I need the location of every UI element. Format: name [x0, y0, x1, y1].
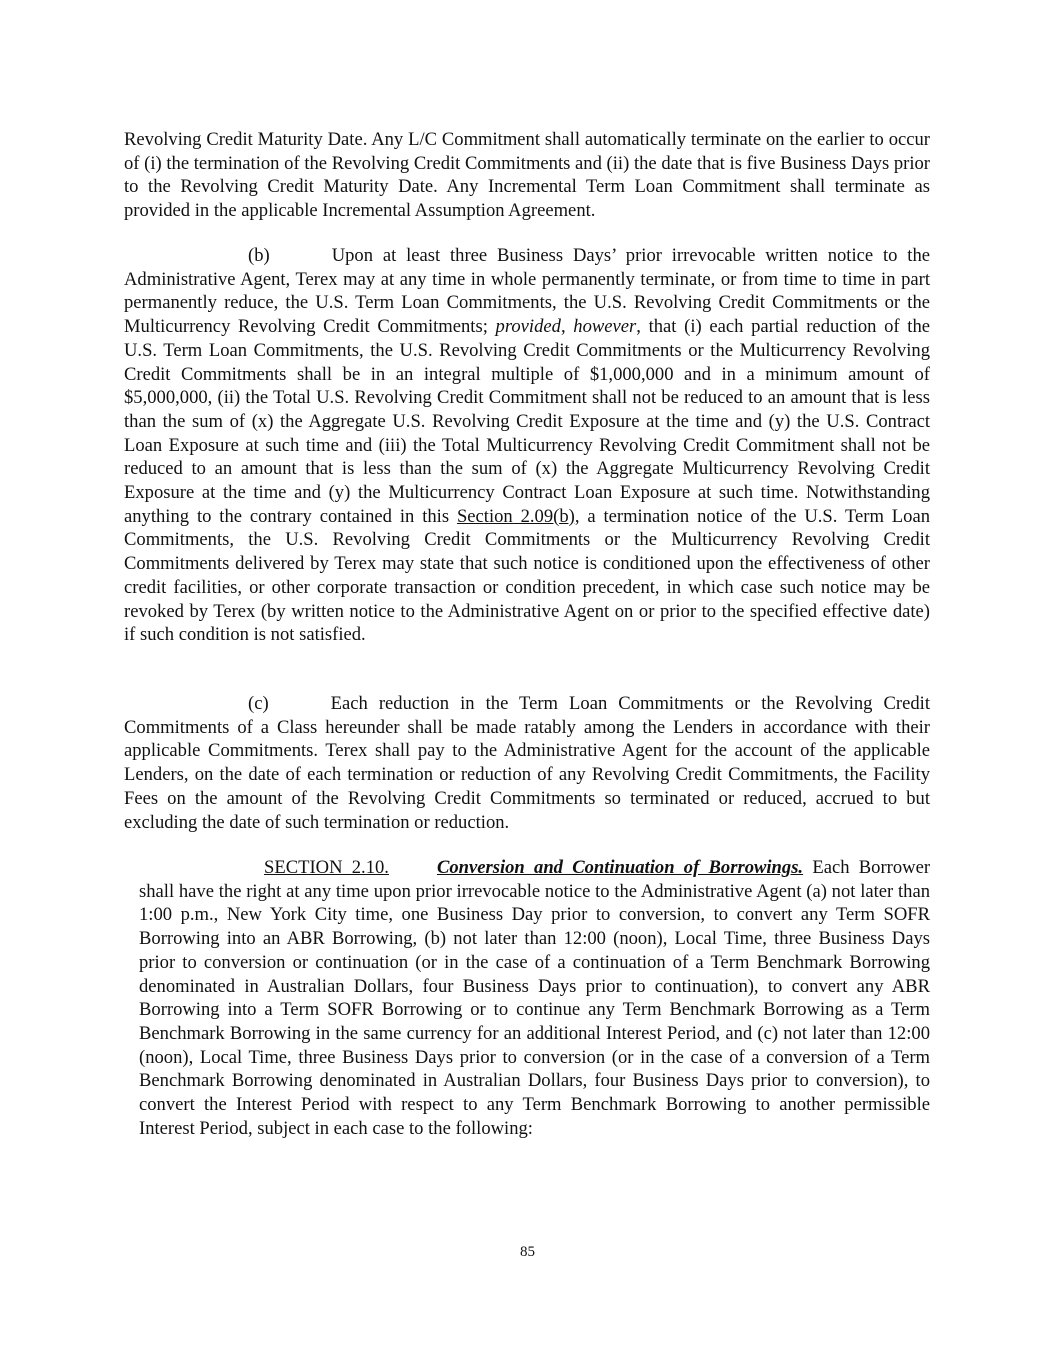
- page-number: 85: [520, 1244, 535, 1260]
- provided-term: provided: [495, 316, 561, 338]
- paragraph-a-continuation: [124, 128, 930, 223]
- paragraph-b-label: (b): [248, 245, 270, 266]
- section-number: SECTION 2.10.: [264, 857, 389, 878]
- section-2-10: [139, 856, 930, 1140]
- paragraph-b-text-3: , a termination notice of the U.S. Term Loan Commitments, the U.S. Revolving Credit Commitments or the Multicurrency Revolving Credit Commitments delivered by Terex may state that such notice is conditioned upon the effectiveness of other credit facilities, or other corporate transaction or condition precedent, in which case such notice may be revoked by Terex (by written notice to the Administrative Agent on or prior to the specified effective date) if such condition is not satisfied.: [124, 505, 931, 646]
- section-text: Each Borrower shall have the right at any time upon prior irrevocable notice to the Administrative Agent (a) not later than 1:00 p.m., New York City time, one Business Day prior to conversion, to convert any Term SOFR Borrowing into an ABR Borrowing, (b) not later than 12:00 (noon), Local Time, three Business Days prior to conversion or continuation (or in the case of a continuation of a Term Benchmark Borrowing denominated in Australian Dollars, four Business Days prior to continuation), to convert any ABR Borrowing into a Term SOFR Borrowing or to continue any Term Benchmark Borrowing as a Term Benchmark Borrowing in the same currency for an additional Interest Period, and (c) not later than 12:00 (noon), Local Time, three Business Days prior to conversion (or in the case of a conversion of a Term Benchmark Borrowing denominated in Australian Dollars, four Business Days prior to conversion), to convert the Interest Period with respect to any Term Benchmark Borrowing to another permissible Interest Period, subject in each case to the following:: [139, 857, 931, 1139]
- paragraph-c: [124, 692, 930, 834]
- paragraph-b-text-1: Upon at least three Business Days’ prior irrevocable written notice to the Administrative Agent, Terex may at any time in whole permanently terminate, or from time to time in part permanently reduce, the U.S. Term Loan Commitments, the U.S. Revolving Credit Commitments or the Multicurrency Revolving Credit Commitments;: [124, 245, 930, 338]
- section-title: Conversion and Continuation of Borrowings.: [436, 857, 804, 878]
- paragraph-b-text-2: , that (i) each partial reduction of the U.S. Term Loan Commitments, the U.S. Revolving Credit Commitments or the Multicurrency Revolving Credit Commitments shall be in an integral multiple of $1,000,000 and in a minimum amount of $5,000,000, (ii) the Total U.S. Revolving Credit Commitment shall not be reduced to an amount that is less than the sum of (x) the Aggregate U.S. Revolving Credit Exposure at the time and (y) the U.S. Contract Loan Exposure at such time and (iii) the Total Multicurrency Revolving Credit Commitment shall not be reduced to an amount that is less than the sum of (x) the Aggregate Multicurrency Revolving Credit Exposure at the time and (y) the Multicurrency Contract Loan Exposure at such time. Notwithstanding anything to the contrary contained in this: [124, 316, 931, 527]
- paragraph-a-text: Revolving Credit Maturity Date. Any L/C Commitment shall automatically terminate on the earlier to occur of (i) the termination of the Revolving Credit Commitments and (ii) the date that is five Business Days prior to the Revolving Credit Maturity Date. Any Incremental Term Loan Commitment shall terminate as provided in the applicable Incremental Assumption Agreement.: [124, 129, 930, 222]
- section-reference-link[interactable]: Section 2.09(b): [456, 505, 575, 527]
- paragraph-b: [124, 244, 930, 647]
- however-term: however: [573, 316, 637, 338]
- paragraph-c-label: (c): [248, 693, 269, 714]
- comma: ,: [560, 316, 574, 338]
- paragraph-c-text: Each reduction in the Term Loan Commitments or the Revolving Credit Commitments of a Class hereunder shall be made ratably among the Lenders in accordance with their applicable Commitments. Terex shall pay to the Administrative Agent for the account of the applicable Lenders, on the date of each termination or reduction of any Revolving Credit Commitments, the Facility Fees on the amount of the Revolving Credit Commitments so terminated or reduced, accrued to but excluding the date of such termination or reduction.: [124, 693, 930, 833]
